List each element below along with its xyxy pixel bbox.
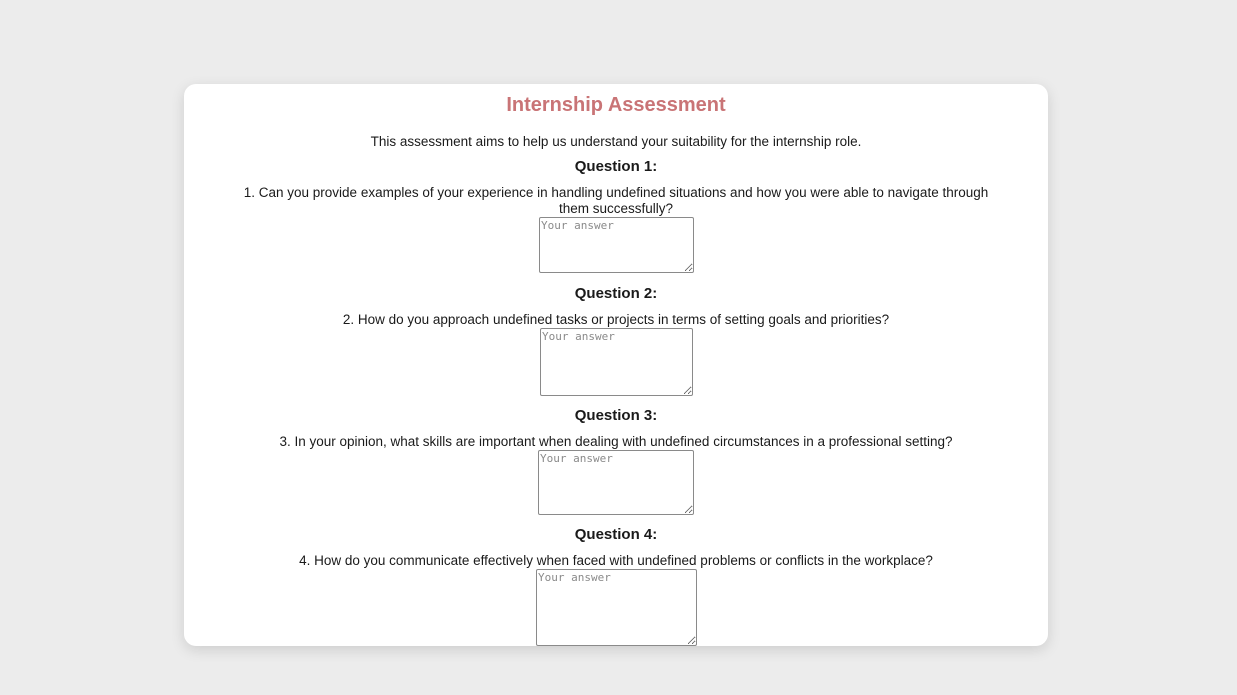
question-1-answer-input[interactable]: [539, 217, 694, 273]
question-4-answer-input[interactable]: [536, 569, 697, 646]
question-4-text: 4. How do you communicate effectively when faced with undefined problems or conflicts in the workplace?: [299, 553, 933, 568]
question-2-text: 2. How do you approach undefined tasks or projects in terms of setting goals and priorities?: [342, 312, 890, 327]
question-2-heading: Question 2:: [574, 285, 658, 302]
question-2-answer-input[interactable]: [540, 328, 693, 396]
intro-text: This assessment aims to help us understand your suitability for the internship role.: [370, 134, 862, 149]
question-4-heading: Question 4:: [574, 526, 658, 543]
question-3-text: 3. In your opinion, what skills are important when dealing with undefined circumstances in a professional setting?: [279, 434, 953, 449]
question-3-answer-input[interactable]: [538, 450, 694, 515]
question-1-text: 1. Can you provide examples of your experience in handling undefined situations and how you were able to navigate through them successfully?: [243, 185, 989, 216]
question-3-heading: Question 3:: [574, 407, 658, 424]
question-1-heading: Question 1:: [574, 158, 658, 175]
assessment-card: [184, 84, 1048, 646]
page-title: Internship Assessment: [506, 94, 726, 116]
